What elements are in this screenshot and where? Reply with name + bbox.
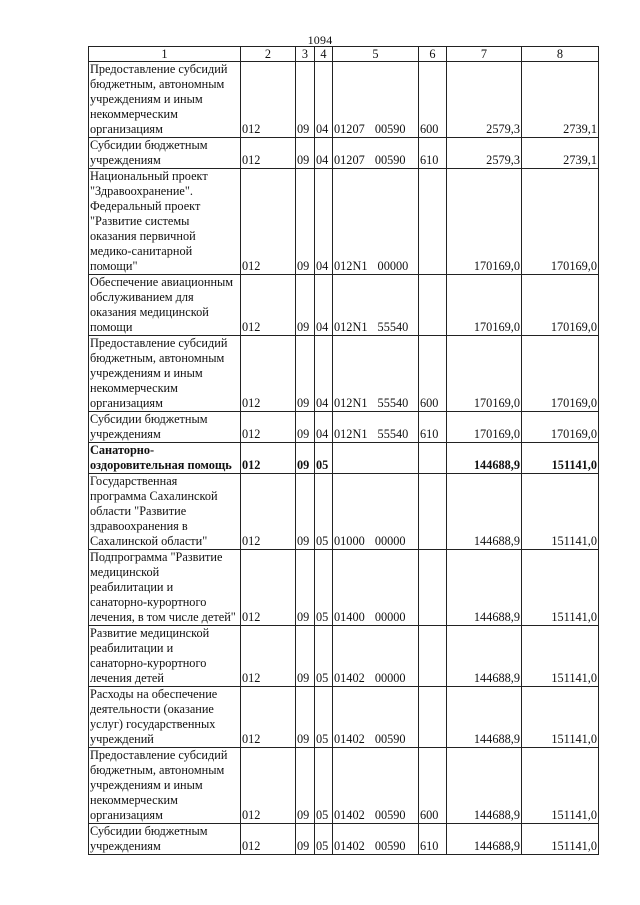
column-header: 6 <box>419 47 447 62</box>
row-name-line: Предоставление субсидий <box>90 336 228 350</box>
amount-year1-cell: 144688,9 <box>447 626 522 687</box>
code-cell: 012 <box>241 443 296 474</box>
row-name-line: Государственная <box>90 474 178 488</box>
column-header: 2 <box>241 47 296 62</box>
row-name-line: "Развитие системы <box>90 214 190 228</box>
row-name-line: учреждениям и иным <box>90 778 203 792</box>
column-header: 8 <box>522 47 599 62</box>
target-article-cell: 01402 00590 <box>333 748 419 824</box>
row-name-line: Развитие медицинской <box>90 626 210 640</box>
expense-type-cell <box>419 474 447 550</box>
target-article-cell: 01402 00000 <box>333 626 419 687</box>
code-cell: 012 <box>241 474 296 550</box>
row-name-line: учреждениям и иным <box>90 366 203 380</box>
target-article-cell: 01207 00590 <box>333 62 419 138</box>
section-cell: 09 <box>296 169 315 275</box>
target-article-cell: 012N1 55540 <box>333 412 419 443</box>
row-name-cell <box>89 62 241 138</box>
table-row <box>89 138 599 169</box>
section-cell: 09 <box>296 687 315 748</box>
amount-year1-cell: 144688,9 <box>447 443 522 474</box>
page-number: 1094 <box>307 33 333 47</box>
expense-type-cell: 600 <box>419 748 447 824</box>
row-name-line: организациям <box>90 122 163 136</box>
column-header: 3 <box>296 47 315 62</box>
subsection-cell: 04 <box>315 138 333 169</box>
amount-year1-cell: 2579,3 <box>447 138 522 169</box>
section-cell: 09 <box>296 443 315 474</box>
row-name-line: обслуживанием для <box>90 290 194 304</box>
amount-year1-cell: 170169,0 <box>447 275 522 336</box>
row-name-line: Предоставление субсидий <box>90 748 228 762</box>
budget-table <box>88 46 599 855</box>
row-name-line: программа Сахалинской <box>90 489 218 503</box>
row-name-line: лечения детей <box>90 671 164 685</box>
row-name-line: лечения, в том числе детей" <box>90 610 236 624</box>
amount-year2-cell: 170169,0 <box>522 169 599 275</box>
row-name-cell <box>89 138 241 169</box>
row-name-line: бюджетным, автономным <box>90 77 225 91</box>
code-cell: 012 <box>241 275 296 336</box>
subsection-cell: 05 <box>315 824 333 855</box>
table-row <box>89 169 599 275</box>
row-name-line: организациям <box>90 396 163 410</box>
code-cell: 012 <box>241 687 296 748</box>
amount-year2-cell: 151141,0 <box>522 748 599 824</box>
table-row <box>89 412 599 443</box>
row-name-line: Субсидии бюджетным <box>90 412 208 426</box>
table-row <box>89 748 599 824</box>
section-cell: 09 <box>296 626 315 687</box>
row-name-line: некоммерческим <box>90 381 178 395</box>
amount-year2-cell: 170169,0 <box>522 412 599 443</box>
amount-year2-cell: 151141,0 <box>522 550 599 626</box>
row-name-cell <box>89 626 241 687</box>
row-name-line: помощи <box>90 320 133 334</box>
table-row <box>89 550 599 626</box>
amount-year1-cell: 144688,9 <box>447 687 522 748</box>
column-header: 5 <box>333 47 419 62</box>
row-name-line: Обеспечение авиационным <box>90 275 234 289</box>
target-article-cell: 01402 00590 <box>333 687 419 748</box>
row-name-line: организациям <box>90 808 163 822</box>
expense-type-cell: 600 <box>419 62 447 138</box>
subsection-cell: 04 <box>315 62 333 138</box>
code-cell: 012 <box>241 824 296 855</box>
expense-type-cell: 610 <box>419 824 447 855</box>
amount-year1-cell: 144688,9 <box>447 824 522 855</box>
row-name-line: некоммерческим <box>90 793 178 807</box>
amount-year2-cell: 151141,0 <box>522 824 599 855</box>
code-cell: 012 <box>241 62 296 138</box>
table-row <box>89 443 599 474</box>
target-article-cell: 01207 00590 <box>333 138 419 169</box>
section-cell: 09 <box>296 138 315 169</box>
row-name-line: Национальный проект <box>90 169 208 183</box>
row-name-line: Предоставление субсидий <box>90 62 228 76</box>
row-name-line: реабилитации и <box>90 641 174 655</box>
expense-type-cell <box>419 687 447 748</box>
table-row <box>89 824 599 855</box>
row-name-line: области "Развитие <box>90 504 187 518</box>
row-name-line: медико-санитарной <box>90 244 193 258</box>
row-name-line: Санаторно- <box>90 443 155 457</box>
row-name-line: Субсидии бюджетным <box>90 824 208 838</box>
amount-year2-cell: 151141,0 <box>522 687 599 748</box>
row-name-line: учреждениям <box>90 153 161 167</box>
row-name-line: учреждениям <box>90 427 161 441</box>
table-row <box>89 626 599 687</box>
expense-type-cell <box>419 626 447 687</box>
row-name-line: учреждениям <box>90 839 161 853</box>
table-row <box>89 687 599 748</box>
amount-year2-cell: 151141,0 <box>522 474 599 550</box>
amount-year2-cell: 2739,1 <box>522 62 599 138</box>
row-name-line: медицинской <box>90 565 160 579</box>
amount-year2-cell: 2739,1 <box>522 138 599 169</box>
expense-type-cell <box>419 275 447 336</box>
section-cell: 09 <box>296 62 315 138</box>
code-cell: 012 <box>241 336 296 412</box>
code-cell: 012 <box>241 626 296 687</box>
subsection-cell: 04 <box>315 336 333 412</box>
column-header: 4 <box>315 47 333 62</box>
subsection-cell: 05 <box>315 626 333 687</box>
section-cell: 09 <box>296 336 315 412</box>
row-name-line: оказания медицинской <box>90 305 209 319</box>
section-cell: 09 <box>296 412 315 443</box>
table-row <box>89 336 599 412</box>
row-name-cell <box>89 748 241 824</box>
column-header: 7 <box>447 47 522 62</box>
row-name-cell <box>89 824 241 855</box>
row-name-line: оказания первичной <box>90 229 196 243</box>
section-cell: 09 <box>296 550 315 626</box>
code-cell: 012 <box>241 169 296 275</box>
amount-year1-cell: 170169,0 <box>447 336 522 412</box>
table-header-row <box>89 47 599 62</box>
expense-type-cell: 600 <box>419 336 447 412</box>
expense-type-cell <box>419 443 447 474</box>
subsection-cell: 05 <box>315 748 333 824</box>
row-name-line: оздоровительная помощь <box>90 458 232 472</box>
section-cell: 09 <box>296 824 315 855</box>
row-name-line: санаторно-курортного <box>90 595 207 609</box>
row-name-line: помощи" <box>90 259 138 273</box>
subsection-cell: 04 <box>315 275 333 336</box>
amount-year1-cell: 170169,0 <box>447 412 522 443</box>
target-article-cell: 012N1 55540 <box>333 336 419 412</box>
row-name-line: Сахалинской области" <box>90 534 208 548</box>
table-row <box>89 62 599 138</box>
row-name-line: "Здравоохранение". <box>90 184 193 198</box>
section-cell: 09 <box>296 748 315 824</box>
table-row <box>89 474 599 550</box>
row-name-line: здравоохранения в <box>90 519 188 533</box>
target-article-cell <box>333 443 419 474</box>
amount-year2-cell: 151141,0 <box>522 443 599 474</box>
amount-year1-cell: 144688,9 <box>447 474 522 550</box>
row-name-cell <box>89 412 241 443</box>
subsection-cell: 05 <box>315 474 333 550</box>
amount-year1-cell: 170169,0 <box>447 169 522 275</box>
amount-year2-cell: 170169,0 <box>522 336 599 412</box>
row-name-line: бюджетным, автономным <box>90 763 225 777</box>
code-cell: 012 <box>241 748 296 824</box>
amount-year1-cell: 2579,3 <box>447 62 522 138</box>
section-cell: 09 <box>296 275 315 336</box>
subsection-cell: 04 <box>315 412 333 443</box>
code-cell: 012 <box>241 412 296 443</box>
expense-type-cell: 610 <box>419 138 447 169</box>
row-name-line: некоммерческим <box>90 107 178 121</box>
row-name-line: деятельности (оказание <box>90 702 214 716</box>
target-article-cell: 01000 00000 <box>333 474 419 550</box>
subsection-cell: 05 <box>315 550 333 626</box>
table-row <box>89 275 599 336</box>
row-name-line: услуг) государственных <box>90 717 216 731</box>
subsection-cell: 05 <box>315 443 333 474</box>
amount-year1-cell: 144688,9 <box>447 748 522 824</box>
row-name-cell <box>89 169 241 275</box>
row-name-line: Субсидии бюджетным <box>90 138 208 152</box>
target-article-cell: 012N1 55540 <box>333 275 419 336</box>
row-name-line: Расходы на обеспечение <box>90 687 218 701</box>
row-name-cell <box>89 443 241 474</box>
row-name-line: учреждениям и иным <box>90 92 203 106</box>
target-article-cell: 012N1 00000 <box>333 169 419 275</box>
column-header: 1 <box>89 47 241 62</box>
amount-year2-cell: 170169,0 <box>522 275 599 336</box>
expense-type-cell <box>419 169 447 275</box>
code-cell: 012 <box>241 550 296 626</box>
target-article-cell: 01402 00590 <box>333 824 419 855</box>
row-name-line: Подпрограмма "Развитие <box>90 550 223 564</box>
row-name-cell <box>89 275 241 336</box>
row-name-cell <box>89 474 241 550</box>
row-name-cell <box>89 550 241 626</box>
amount-year1-cell: 144688,9 <box>447 550 522 626</box>
row-name-cell <box>89 687 241 748</box>
expense-type-cell <box>419 550 447 626</box>
row-name-line: Федеральный проект <box>90 199 201 213</box>
row-name-cell <box>89 336 241 412</box>
section-cell: 09 <box>296 474 315 550</box>
row-name-line: реабилитации и <box>90 580 174 594</box>
amount-year2-cell: 151141,0 <box>522 626 599 687</box>
target-article-cell: 01400 00000 <box>333 550 419 626</box>
subsection-cell: 04 <box>315 169 333 275</box>
row-name-line: санаторно-курортного <box>90 656 207 670</box>
row-name-line: бюджетным, автономным <box>90 351 225 365</box>
code-cell: 012 <box>241 138 296 169</box>
expense-type-cell: 610 <box>419 412 447 443</box>
subsection-cell: 05 <box>315 687 333 748</box>
row-name-line: учреждений <box>90 732 154 746</box>
